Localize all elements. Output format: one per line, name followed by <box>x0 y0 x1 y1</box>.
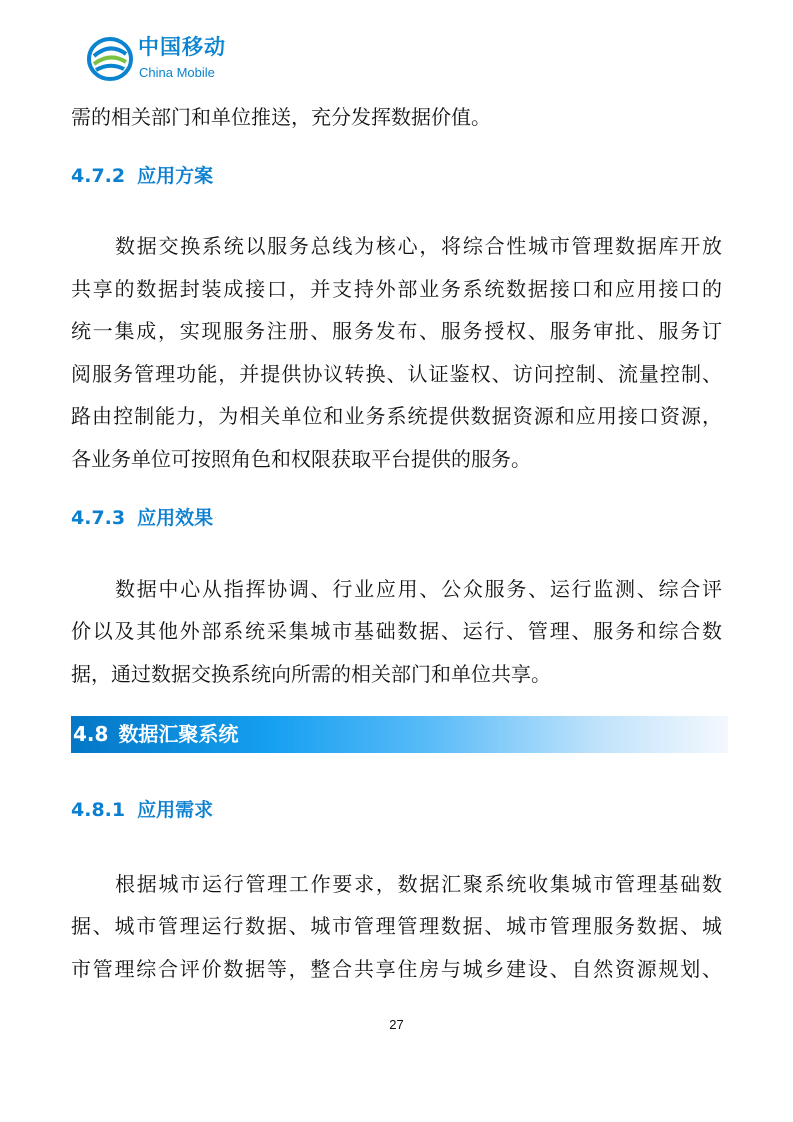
paragraph-line: 统一集成，实现服务注册、服务发布、服务授权、服务审批、服务订 <box>71 319 722 343</box>
paragraph-line: 据、城市管理运行数据、城市管理管理数据、城市管理服务数据、城 <box>71 914 722 938</box>
page-number: 27 <box>389 1017 404 1032</box>
paragraph-line: 数据交换系统以服务总线为核心，将综合性城市管理数据库开放 <box>115 234 722 258</box>
section-number: 4.8 <box>73 722 109 746</box>
section-number: 4.7.2 <box>71 165 126 187</box>
paragraph-line: 市管理综合评价数据等，整合共享住房与城乡建设、自然资源规划、 <box>71 957 722 981</box>
paragraph-line: 各业务单位可按照角色和权限获取平台提供的服务。 <box>71 447 531 471</box>
paragraph-line: 数据中心从指挥协调、行业应用、公众服务、运行监测、综合评 <box>115 577 722 601</box>
paragraph-line: 据，通过数据交换系统向所需的相关部门和单位共享。 <box>71 662 551 686</box>
paragraph-line: 共享的数据封装成接口，并支持外部业务系统数据接口和应用接口的 <box>71 277 722 301</box>
section-heading-4-8 <box>73 721 238 747</box>
section-title: 应用方案 <box>137 165 214 187</box>
china-mobile-logo <box>86 34 256 86</box>
section-heading-4-7-2 <box>71 163 213 189</box>
logo-text-en: China Mobile <box>139 65 215 80</box>
section-title: 数据汇聚系统 <box>118 722 239 746</box>
paragraph-line: 价以及其他外部系统采集城市基础数据、运行、管理、服务和综合数 <box>71 619 722 643</box>
paragraph-line: 路由控制能力，为相关单位和业务系统提供数据资源和应用接口资源， <box>71 404 722 428</box>
section-heading-4-8-1 <box>71 797 213 823</box>
section-title: 应用需求 <box>137 799 214 821</box>
section-number: 4.7.3 <box>71 507 126 529</box>
paragraph-line: 需的相关部门和单位推送，充分发挥数据价值。 <box>71 105 491 129</box>
section-number: 4.8.1 <box>71 799 126 821</box>
china-mobile-logo-icon <box>86 34 134 84</box>
paragraph-line: 阅服务管理功能，并提供协议转换、认证鉴权、访问控制、流量控制、 <box>71 362 722 386</box>
section-title: 应用效果 <box>137 507 214 529</box>
section-heading-4-7-3 <box>71 505 213 531</box>
logo-text-cn: 中国移动 <box>138 35 226 59</box>
paragraph-line: 根据城市运行管理工作要求，数据汇聚系统收集城市管理基础数 <box>115 872 722 896</box>
section-heading-4-8-bar <box>71 716 728 753</box>
